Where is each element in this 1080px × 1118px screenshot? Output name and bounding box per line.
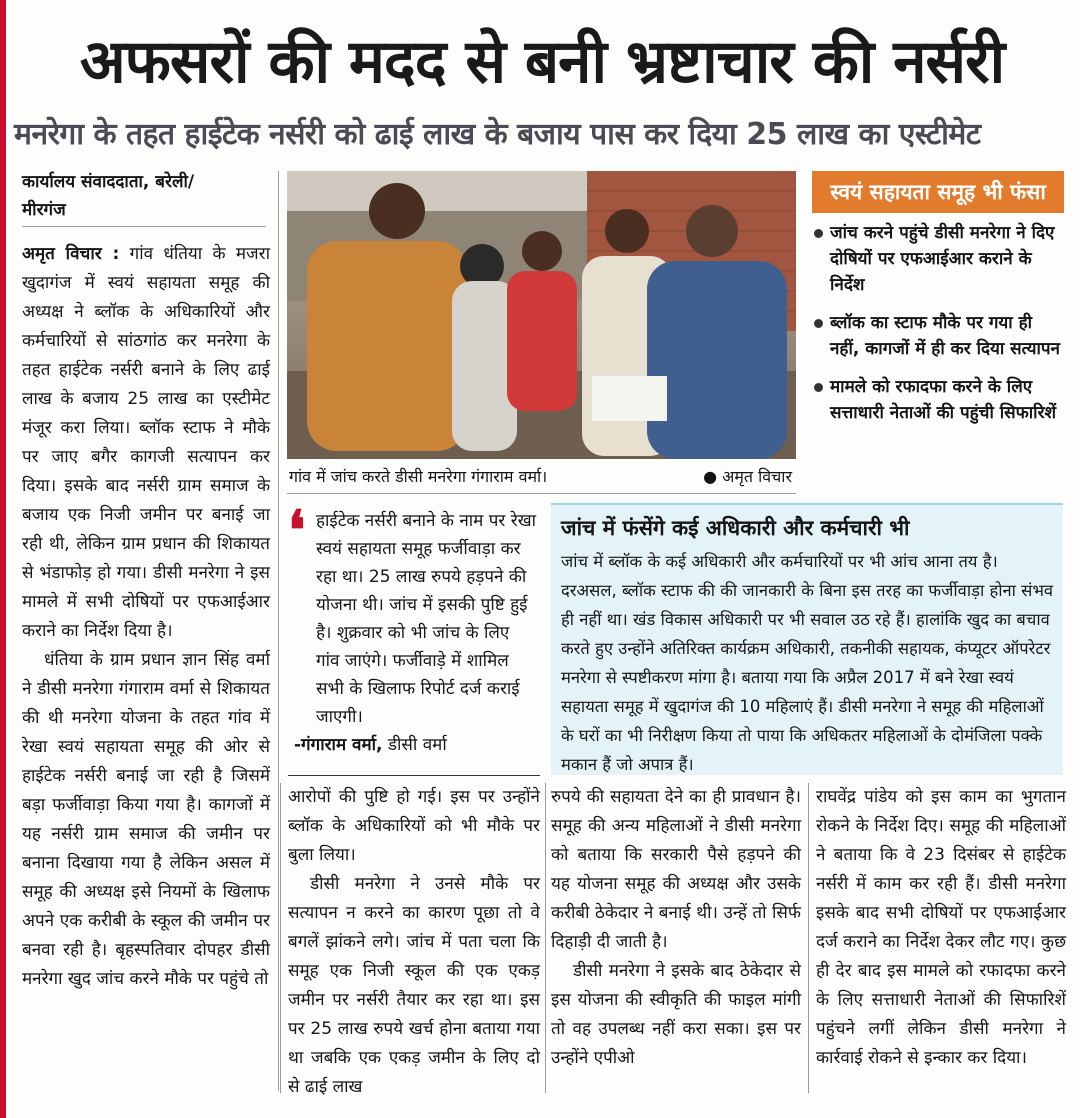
photo-caption-row — [287, 462, 796, 492]
sidebar-item — [814, 374, 1066, 426]
quote-attribution-name: -गंगाराम वर्मा, — [294, 735, 383, 755]
sidebar-item-text: मामले को रफादफा करने के लिए सत्ताधारी नेताओं की पहुंची सिफारिशें — [830, 377, 1057, 423]
column-divider — [808, 783, 809, 1093]
subheadline: मनरेगा के तहत हाईटेक नर्सरी को ढाई लाख के बजाय पास कर दिया 25 लाख का एस्टीमेट — [14, 117, 981, 152]
quote-mark-icon: ❛ — [288, 498, 306, 562]
info-box-text: जांच में ब्लॉक के कई अधिकारी और कर्मचारियों पर भी आंच आना तय है। दरअसल, ब्लॉक स्टाफ की की जानकारी के बिना इस तरह का फर्जीवाड़ा होना संभव ही नहीं था। खंड विकास अधिकारी पर भी सवाल उठ रहे हैं। हालांकि खुद का बचाव करते हुए उन्होंने अतिरिक्त कार्यक्रम अधिकारी, तकनीकी सहायक, कंप्यूटर ऑपरेटर मनरेगा से स्पष्टीकरण मांगा है। बताया गया कि अप्रैल 2017 में बने रेखा स्वयं सहायता समूह में खुदागंज की 10 महिलाएं हैं। डीसी मनरेगा ने समूह की महिलाओं के घरों का भी निरीक्षण किया तो पाया कि अधिकतर महिलाओं के दोमंजिला पक्के मकान हैं जो अपात्र हैं। — [561, 552, 1054, 774]
caption-divider — [287, 493, 796, 494]
article-paragraph: रुपये की सहायता देने का ही प्रावधान है। समूह की अन्य महिलाओं ने डीसी मनरेगा को बताया कि सरकारी पैसे हड़पने की यह योजना समूह की अध्यक्ष और उसके करीबी ठेकेदार ने बनाई थी। उन्हें तो सिर्फ दिहाड़ी दी जाती है। — [551, 787, 801, 952]
headline: अफसरों की मदद से बनी भ्रष्टाचार की नर्सरी — [79, 27, 1005, 97]
sidebar-item — [814, 310, 1066, 362]
byline-line1: कार्यालय संवाददाता, बरेली/ — [22, 172, 195, 192]
photo-caption: गांव में जांच करते डीसी मनरेगा गंगाराम वर्मा। — [289, 467, 548, 486]
bullet-icon — [814, 319, 823, 328]
sidebar-heading: स्वयं सहायता समूह भी फंसा — [812, 171, 1064, 213]
article-column-3 — [551, 783, 801, 1073]
pull-quote — [288, 498, 538, 773]
article-paragraph: राघवेंद्र पांडेय को इस काम का भुगतान रोकने के निर्देश दिए। समूह की महिलाओं ने बताया कि वे 23 दिसंबर से हाईटेक नर्सरी में काम कर रही हैं। डीसी मनरेगा इसके बाद सभी दोषियों पर एफआईआर दर्ज कराने का निर्देश देकर लौट गए। कुछ ही देर बाद इस मामले को रफादफा करने के लिए सत्ताधारी नेताओं की सिफारिशें पहुंचने लगीं लेकिन डीसी मनरेगा ने कार्रवाई रोकने से इन्कार कर दिया। — [816, 787, 1066, 1068]
byline-divider — [22, 226, 266, 227]
byline — [22, 168, 270, 224]
quote-text: हाईटेक नर्सरी बनाने के नाम पर रेखा स्वयं सहायता समूह फर्जीवाड़ा कर रहा था। 25 लाख रुपये हड़पने की योजना थी। जांच में इसकी पुष्टि हुई है। शुक्रवार को भी जांच के लिए गांव जाएंगे। फर्जीवाड़े में शामिल सभी के खिलाफ रिपोर्ट दर्ज कराई जाएगी। — [316, 511, 537, 727]
photo-credit: ● अमृत विचार — [703, 467, 792, 486]
quote-divider — [288, 775, 540, 776]
info-box-title: जांच में फंसेंगे कई अधिकारी और कर्मचारी भी — [561, 516, 910, 540]
article-column-1 — [22, 240, 270, 994]
sidebar-item-text: जांच करने पहुंचे डीसी मनरेगा ने दिए दोषियों पर एफआईआर कराने के निर्देश — [830, 223, 1055, 295]
article-column-2 — [288, 783, 540, 1102]
article-paragraph: धंतिया के ग्राम प्रधान ज्ञान सिंह वर्मा ने डीसी मनरेगा गंगाराम वर्मा से शिकायत की थी मनरेगा योजना के तहत गांव में रेखा स्वयं सहायता समूह की ओर से हाईटेक नर्सरी बनाई जा रही है जिसमें बड़ा फर्जीवाड़ा किया गया है। कागजों में यह नर्सरी ग्राम समाज की जमीन पर बनाना दिखाया गया है लेकिन असल में समूह की अध्यक्ष इसे नियमों के खिलाफ अपने एक करीबी के स्कूल की जमीन पर बनवा रही है। बृहस्पतिवार दोपहर डीसी मनरेगा खुद जांच करने मौके पर पहुंचे तो — [22, 650, 270, 989]
column-divider — [280, 783, 281, 1093]
article-paragraph: डीसी मनरेगा ने इसके बाद ठेकेदार से इस योजना की स्वीकृति की फाइल मांगी तो वह उपलब्ध नहीं करा सका। इस पर उन्होंने एपीओ — [551, 961, 801, 1068]
photo-illustration — [287, 171, 796, 459]
byline-line2: मीरगंज — [22, 200, 66, 220]
column-divider — [545, 783, 546, 1093]
info-box — [551, 503, 1063, 775]
article-paragraph: डीसी मनरेगा ने उनसे मौके पर सत्यापन न करने का कारण पूछा तो वे बगलें झांकने लगे। जांच में पता चला कि समूह एक निजी स्कूल की एक एकड़ जमीन पर नर्सरी तैयार कर रहा था। इस पर 25 लाख रुपये खर्च होना बताया गया था जबकि एक एकड़ जमीन के लिए दो से ढाई लाख — [288, 874, 540, 1097]
article-column-4 — [816, 783, 1066, 1073]
sidebar-item-text: ब्लॉक का स्टाफ मौके पर गया ही नहीं, कागजों में ही कर दिया सत्यापन — [830, 313, 1060, 359]
news-photo — [287, 171, 796, 459]
quote-attribution-role: डीसी वर्मा — [382, 735, 447, 755]
page-accent-bar — [0, 0, 6, 1118]
article-paragraph: आरोपों की पुष्टि हो गई। इस पर उन्होंने ब्लॉक के अधिकारियों को भी मौके पर बुला लिया। — [288, 787, 540, 865]
article-lead-label: अमृत विचार : — [22, 244, 120, 264]
sidebar-highlights — [814, 220, 1066, 438]
bullet-icon — [814, 229, 823, 238]
article-paragraph: गांव धंतिया के मजरा खुदागंज में स्वयं सहायता समूह की अध्यक्ष ने ब्लॉक के अधिकारियों और कर्मचारियों से सांठगांठ कर मनरेगा के तहत हाईटेक नर्सरी बनाने के लिए ढाई लाख के बजाय 25 लाख का एस्टीमेट मंजूर करा लिया। ब्लॉक स्टाफ ने मौके पर जाए बगैर कागजी सत्यापन कर दिया। इसके बाद नर्सरी ग्राम समाज के बजाय एक निजी जमीन पर बनाई जा रही थी, लेकिन ग्राम प्रधान की शिकायत से भंडाफोड़ हो गया। डीसी मनरेगा ने इस मामले में सभी दोषियों पर एफआईआर कराने का निर्देश दिया है। — [22, 244, 271, 641]
column-divider — [278, 171, 279, 1091]
sidebar-item — [814, 220, 1066, 298]
bullet-icon — [814, 383, 823, 392]
